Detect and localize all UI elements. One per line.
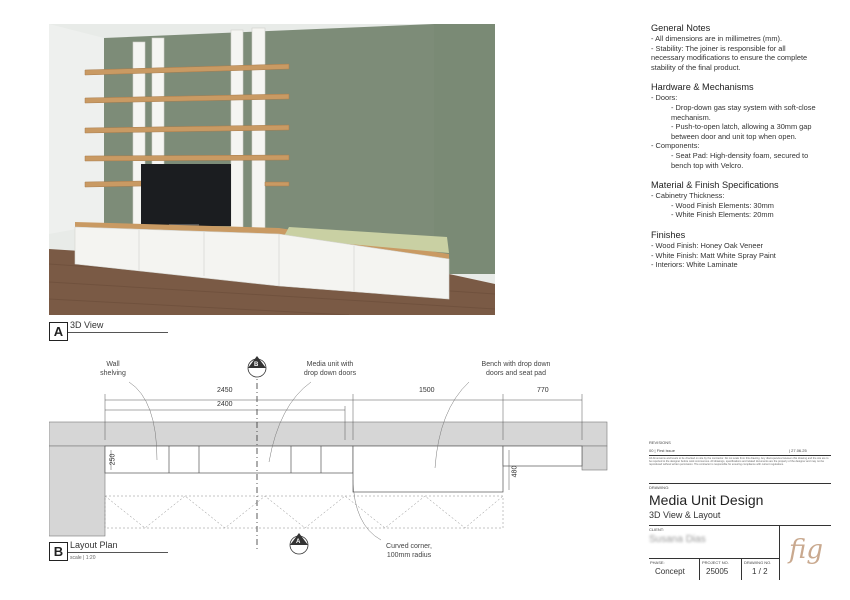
drawing-no-label: DRAWING NO. bbox=[744, 560, 772, 565]
disclaimer-text: All dimensions and levels to be checked on site by the contractor. Do not scale from this drawing. Any discrepancies between this drawing and the site are to be reported to the designer before work commences. All drawings, specifications and related documents are the property of the designer and may not be reproduced without written permission. The contractor is responsible for ensuring compliance with current regulations. bbox=[649, 457, 829, 467]
annotation-bench: Bench with drop down doors and seat pad bbox=[481, 361, 551, 377]
annotation-curved-corner: Curved corner, 100mm radius bbox=[386, 543, 432, 559]
tv-screen bbox=[141, 164, 231, 226]
notes-line: - Cabinetry Thickness: bbox=[651, 191, 725, 201]
project-value: 25005 bbox=[706, 567, 729, 576]
section-b-rule bbox=[68, 552, 168, 553]
layout-plan bbox=[49, 350, 609, 580]
title-block bbox=[649, 440, 831, 580]
notes-line: - Seat Pad: High-density foam, secured to bbox=[671, 150, 809, 160]
notes-line: - White Finish Elements: 20mm bbox=[671, 210, 774, 220]
notes-line: - White Finish: Matt White Spray Paint bbox=[651, 250, 776, 260]
phase-value: Concept bbox=[655, 567, 685, 576]
revision-entry: 00 | First issue bbox=[649, 448, 675, 453]
dim-2450: 2450 bbox=[217, 387, 233, 394]
notes-line: necessary modifications to ensure the complete bbox=[651, 53, 808, 63]
dim-250: 250 bbox=[109, 453, 117, 466]
dim-2400: 2400 bbox=[217, 401, 233, 408]
notes-line: stability of the final product. bbox=[651, 62, 741, 72]
dim-480: 480 bbox=[511, 465, 519, 478]
notes-line: bench top with Velcro. bbox=[671, 160, 744, 170]
section-a-title: 3D View bbox=[70, 320, 104, 330]
client-label: CLIENT: bbox=[649, 527, 664, 532]
notes-line: - Wood Finish: Honey Oak Veneer bbox=[651, 240, 764, 250]
dim-770: 770 bbox=[537, 387, 549, 394]
notes-heading: Material & Finish Specifications bbox=[651, 180, 779, 191]
drawing-subtitle: 3D View & Layout bbox=[649, 510, 721, 520]
notes-panel bbox=[651, 22, 841, 270]
section-b-marker: B bbox=[49, 542, 68, 561]
drawing-title: Media Unit Design bbox=[649, 492, 764, 508]
notes-line: - All dimensions are in millimetres (mm). bbox=[651, 34, 783, 43]
dim-1500: 1500 bbox=[419, 387, 435, 394]
section-b-scale: scale | 1:20 bbox=[70, 555, 96, 561]
section-marker-a: A bbox=[296, 539, 301, 545]
notes-line: - Push-to-open latch, allowing a 30mm gap bbox=[671, 122, 812, 132]
notes-line: - Doors: bbox=[651, 93, 678, 103]
render-3d-view bbox=[49, 24, 495, 315]
notes-line: - Components: bbox=[651, 141, 700, 151]
annotation-media-unit: Media unit with drop down doors bbox=[303, 361, 357, 377]
project-label: PROJECT NO. bbox=[702, 560, 729, 565]
notes-line: between door and unit top when open. bbox=[671, 131, 797, 141]
notes-heading: General Notes bbox=[651, 23, 711, 33]
section-a-marker: A bbox=[49, 322, 68, 341]
drawing-no-value: 1 / 2 bbox=[752, 567, 768, 576]
notes-line: - Wood Finish Elements: 30mm bbox=[671, 200, 774, 210]
client-name: Susana Dias bbox=[649, 534, 706, 545]
section-a-rule bbox=[68, 332, 168, 333]
notes-line: mechanism. bbox=[671, 112, 711, 122]
drawing-label: DRAWING: bbox=[649, 485, 670, 490]
phase-label: PHASE: bbox=[650, 560, 665, 565]
revision-date: | 27.06.25 bbox=[789, 448, 807, 453]
notes-line: - Interiors: White Laminate bbox=[651, 260, 738, 270]
notes-heading: Finishes bbox=[651, 229, 686, 240]
notes-heading: Hardware & Mechanisms bbox=[651, 82, 754, 93]
render-illustration bbox=[49, 24, 495, 315]
plan-drawing bbox=[49, 350, 609, 580]
annotation-wall-shelving: Wall shelving bbox=[100, 361, 126, 377]
section-marker-b: B bbox=[254, 362, 259, 368]
notes-line: - Stability: The joiner is responsible for all bbox=[651, 43, 786, 53]
fig-logo: fig bbox=[789, 535, 823, 565]
revisions-label: REVISIONS bbox=[649, 440, 671, 445]
section-b-title: Layout Plan bbox=[70, 540, 118, 550]
notes-line: - Drop-down gas stay system with soft-close bbox=[671, 102, 816, 112]
